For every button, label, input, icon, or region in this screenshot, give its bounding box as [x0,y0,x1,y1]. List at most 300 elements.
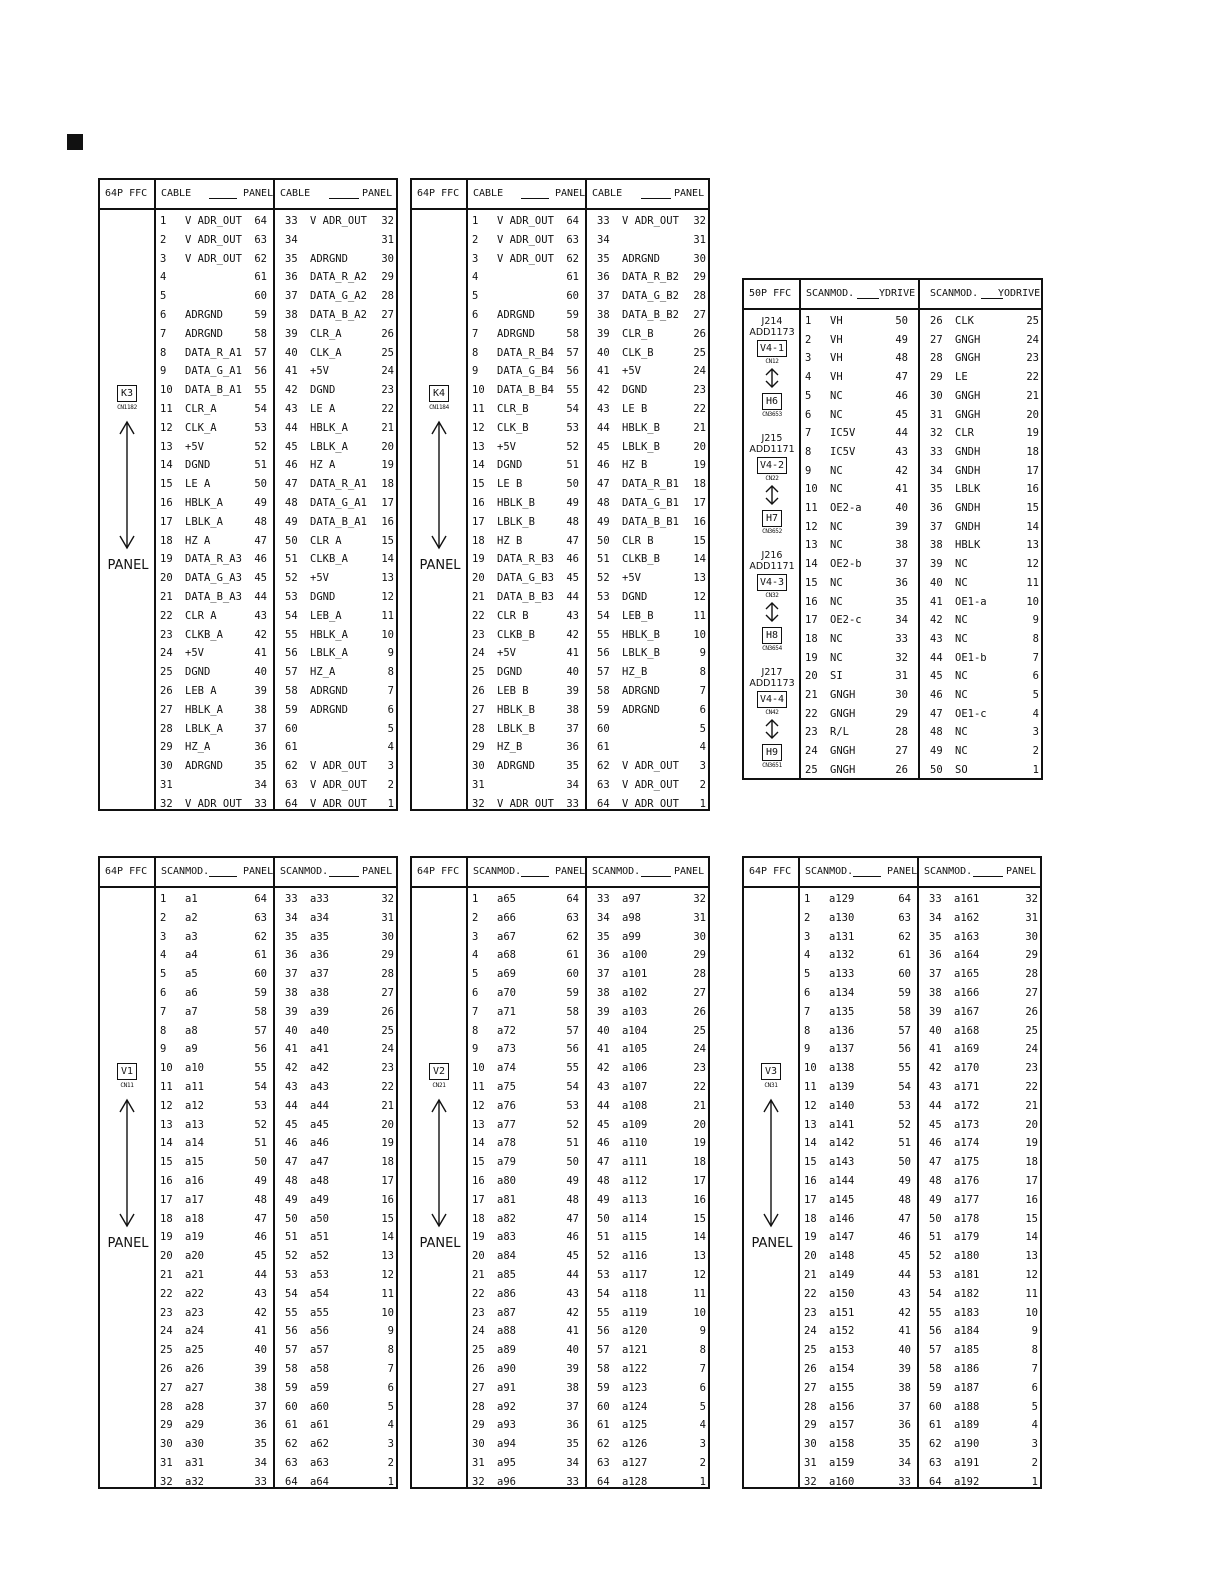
pin-cell: a19 [185,1231,204,1244]
pin-cell: 13 [160,1118,173,1131]
pin-cell: a1 [185,893,198,905]
dest-label: PANEL [362,866,393,877]
source-label: SCANMOD. [805,866,854,877]
pin-cell: 31 [693,233,706,246]
pin-cell: 3 [472,930,479,943]
pin-cell: a183 [954,1306,980,1319]
connector-box: V2 [429,1063,449,1080]
pin-cell: 11 [693,1287,706,1300]
dest-label: PANEL [362,188,393,199]
panel-label: PANEL [107,1236,149,1251]
pin-cell: LE A [185,478,211,491]
pin-cell: 58 [566,327,579,340]
pin-cell: 61 [285,741,298,754]
pin-cell: 43 [929,1081,942,1093]
pin-cell: 29 [895,707,908,720]
pin-cell: DATA_R_A2 [310,271,367,284]
ffc-label: 64P FFC [749,866,792,877]
pin-cell: HZ_A [310,666,336,679]
pin-cell: NC [955,558,968,571]
pin-cell: 8 [804,1024,811,1037]
pin-cell: 58 [254,1005,267,1018]
pin-cell: 34 [254,779,267,791]
pin-cell: LBLK_A [310,647,348,660]
pin-cell: 44 [597,421,610,434]
side-panel [100,888,154,1487]
pin-cell: a120 [622,1325,648,1338]
pin-cell: 27 [693,309,706,321]
pin-cell: 1 [804,893,811,905]
pin-cell: 20 [160,572,173,585]
pin-cell: GNDH [955,520,981,533]
pin-cell: 29 [804,1419,817,1432]
pin-cell: 4 [472,949,479,962]
pin-cell: LBLK_A [185,515,223,528]
pin-cell: 55 [597,1306,610,1319]
pin-cell: 48 [285,497,298,509]
pin-cell: 55 [929,1306,942,1319]
pin-cell: 4 [472,271,479,284]
pin-cell: 29 [160,1419,173,1432]
pin-cell: a144 [829,1175,855,1187]
pin-cell: 7 [699,685,706,697]
pin-cell: HZ B [497,534,523,547]
pin-cell: a132 [829,949,855,962]
panel-label: PANEL [107,558,149,573]
pin-cell: a150 [829,1287,855,1300]
pin-cell: 54 [566,1081,579,1093]
pin-cell: 25 [472,666,485,679]
pin-cell: 34 [930,464,943,477]
pin-cell: NC [955,632,968,645]
pin-cell: 34 [895,614,908,627]
pin-cell: 41 [254,647,267,660]
pin-cell: a167 [954,1005,980,1018]
pin-cell: 4 [804,949,811,962]
pin-cell: a9 [185,1043,198,1056]
pin-cell: a47 [310,1156,329,1169]
pin-cell: 18 [1025,1156,1038,1169]
pin-cell: a164 [954,949,980,962]
pin-cell: 10 [381,1306,394,1319]
pin-cell: 48 [898,1193,911,1206]
pin-cell: a130 [829,911,855,924]
ffc-label: 64P FFC [417,866,460,877]
pin-cell: 25 [1026,315,1039,327]
pin-cell: a187 [954,1381,980,1394]
pin-cell: 1 [472,893,479,905]
pin-cell: 52 [566,1118,579,1131]
pin-cell: 52 [898,1118,911,1131]
pin-cell: 43 [566,609,579,622]
pin-cell: 8 [1032,632,1039,645]
pin-cell: +5V [310,572,329,585]
column-divider [585,180,587,809]
pin-cell: a71 [497,1005,516,1018]
pin-cell: 36 [285,271,298,284]
pin-cell: 26 [693,327,706,340]
pin-cell: 23 [804,1306,817,1319]
pin-cell: 26 [804,1363,817,1375]
pin-cell: R/L [830,726,849,739]
pin-cell: 29 [472,741,485,754]
pin-cell: a135 [829,1005,855,1018]
pin-cell: 15 [693,1212,706,1225]
pin-cell: 24 [1026,333,1039,346]
pin-cell: a64 [310,1475,329,1488]
connector-box: V4-1 [757,340,787,357]
pin-cell: 26 [160,685,173,697]
pin-cell: 16 [160,497,173,509]
pin-cell: a143 [829,1156,855,1169]
pin-cell: 2 [1031,1457,1038,1469]
pin-cell: 17 [805,614,818,627]
pin-cell: 7 [160,327,167,340]
pin-cell: 36 [254,741,267,754]
pin-cell: 17 [804,1193,817,1206]
pin-cell: 57 [597,666,610,679]
pin-cell: 39 [285,327,298,340]
pin-cell: 59 [898,987,911,999]
pin-cell: 25 [472,1344,485,1357]
connector-box: H7 [762,510,782,527]
pin-cell: 22 [472,1287,485,1300]
pin-cell: 20 [1025,1118,1038,1131]
pin-cell: a162 [954,911,980,924]
pin-cell: 31 [895,670,908,683]
pin-cell: a186 [954,1363,980,1375]
pin-cell: IC5V [830,445,856,458]
pin-cell: 10 [693,628,706,641]
pin-cell: 34 [254,1457,267,1469]
pin-cell: +5V [497,440,516,453]
pin-cell: 47 [566,1212,579,1225]
pin-cell: 57 [566,346,579,359]
pin-cell: GNGH [955,389,981,402]
pin-cell: a136 [829,1024,855,1037]
pin-cell: HBLK_B [622,421,660,434]
pin-cell: DATA_G_A1 [310,497,367,509]
pin-cell: 61 [254,949,267,962]
connector-box: H6 [762,393,782,410]
pin-cell: a4 [185,949,198,962]
pin-cell: 13 [381,1250,394,1263]
pin-cell: 16 [1025,1193,1038,1206]
pin-cell: 10 [160,1062,173,1075]
pin-cell: 43 [597,403,610,415]
pin-cell: 64 [597,797,610,810]
pin-cell: a86 [497,1287,516,1300]
pin-cell: 28 [693,290,706,303]
pin-cell: 19 [693,1137,706,1150]
pin-cell: 53 [929,1269,942,1281]
pin-cell: 5 [472,968,479,981]
pin-cell: 27 [804,1381,817,1394]
double-arrow-icon [764,367,780,389]
pin-cell: 5 [387,1400,394,1413]
pin-cell: 20 [805,670,818,683]
pin-cell: LBLK_B [497,722,535,735]
pin-cell: a94 [497,1438,516,1451]
pin-cell: 55 [285,1306,298,1319]
pin-cell: 23 [160,1306,173,1319]
pin-cell: 31 [381,911,394,924]
connector-cn: CN3654 [762,645,782,652]
pin-cell: 20 [472,572,485,585]
pin-cell: a165 [954,968,980,981]
pin-cell: 31 [160,779,173,791]
pin-cell: a67 [497,930,516,943]
pin-cell: 23 [693,384,706,397]
pin-cell: ADRGND [497,327,535,340]
pin-cell: 11 [805,502,818,514]
pin-cell: a65 [497,893,516,905]
column-divider [466,180,468,809]
pin-cell: 51 [597,553,610,566]
pin-cell: 45 [929,1118,942,1131]
pin-cell: CLK_A [310,346,342,359]
pin-cell: NC [830,576,843,589]
connector-table-v3 [742,856,1042,1489]
pin-cell: ADRGND [497,309,535,321]
pin-cell: DATA_B_B2 [622,309,679,321]
ffc-label: 64P FFC [105,188,148,199]
pin-cell: a11 [185,1081,204,1093]
pin-cell: 48 [254,515,267,528]
pin-cell: 24 [472,647,485,660]
pin-cell: 2 [387,779,394,791]
pin-cell: a137 [829,1043,855,1056]
connector-table-k3 [98,178,398,811]
pin-cell: 17 [1026,464,1039,477]
pin-cell: 9 [1032,614,1039,627]
pin-cell: 10 [1026,595,1039,608]
pin-cell: DATA_R_B2 [622,271,679,284]
pin-cell: 64 [285,1475,298,1488]
pin-cell: 37 [254,722,267,735]
pin-cell: 50 [285,534,298,547]
pin-cell: HZ A [185,534,211,547]
pin-cell: a87 [497,1306,516,1319]
pin-cell: 1 [387,797,394,810]
pin-cell: +5V [622,365,641,378]
pin-cell: a72 [497,1024,516,1037]
pin-cell: 55 [285,628,298,641]
connector-cn: CN12 [765,358,779,365]
pin-cell: a126 [622,1438,648,1451]
pin-cell: 39 [929,1005,942,1018]
pin-cell: CLR_B [497,403,529,415]
pin-cell: 12 [805,520,818,533]
pin-cell: CLKB_B [622,553,660,566]
pin-cell: 44 [285,421,298,434]
pin-cell: 6 [160,309,167,321]
pin-cell: 63 [566,911,579,924]
pin-cell: 38 [895,539,908,552]
pin-cell: a124 [622,1400,648,1413]
pin-cell: CLR B [622,534,654,547]
pin-cell: 18 [472,534,485,547]
dest-label: PANEL [1006,866,1037,877]
section-marker [67,134,83,150]
pin-cell: 3 [472,252,479,265]
pin-cell: a123 [622,1381,648,1394]
pin-cell: 14 [693,1231,706,1244]
pin-cell: 41 [929,1043,942,1056]
pin-cell: a74 [497,1062,516,1075]
pin-cell: a119 [622,1306,648,1319]
header-underline [973,876,1003,877]
pin-cell: 4 [160,271,167,284]
pin-cell: 14 [1025,1231,1038,1244]
pin-cell: ADRGND [310,685,348,697]
pin-cell: 33 [254,797,267,810]
pin-cell: 56 [285,1325,298,1338]
pin-cell: 63 [898,911,911,924]
header-underline [209,198,237,199]
double-arrow-icon [764,718,780,740]
pin-cell: 20 [160,1250,173,1263]
source-label: CABLE [280,188,311,199]
pin-cell: DGND [497,459,523,472]
pin-cell: 4 [1031,1419,1038,1432]
pin-cell: 53 [285,1269,298,1281]
pin-cell: ADRGND [310,252,348,265]
pin-cell: GNDH [955,445,981,458]
pin-cell: HBLK_A [310,628,348,641]
connector-table-v2 [410,856,710,1489]
pin-cell: 40 [597,1024,610,1037]
jack-label: J216 [761,550,783,561]
pin-cell: V ADR_OUT [622,760,679,773]
pin-cell: a12 [185,1099,204,1112]
pin-cell: V ADR_OUT [310,215,367,227]
connector-box: K3 [117,385,137,402]
pin-cell: 12 [160,421,173,434]
pin-cell: 46 [895,389,908,402]
pin-cell: 61 [597,1419,610,1432]
pin-cell: 61 [898,949,911,962]
pin-cell: 27 [381,987,394,999]
pin-cell: GNGH [830,745,856,758]
pin-cell: a24 [185,1325,204,1338]
pin-cell: a115 [622,1231,648,1244]
dest-label: YDRIVE [879,288,916,299]
pin-cell: a171 [954,1081,980,1093]
pin-cell: 30 [160,760,173,773]
pin-cell: 51 [254,459,267,472]
pin-cell: a170 [954,1062,980,1075]
pin-cell: a168 [954,1024,980,1037]
pin-cell: a107 [622,1081,648,1093]
pin-cell: 30 [693,930,706,943]
side-panel [412,210,466,809]
pin-cell: a88 [497,1325,516,1338]
pin-cell: 14 [805,558,818,571]
pin-cell: 58 [285,1363,298,1375]
pin-cell: 35 [898,1438,911,1451]
pin-cell: a70 [497,987,516,999]
pin-cell: 11 [804,1081,817,1093]
pin-cell: 8 [160,1024,167,1037]
pin-cell: 34 [566,779,579,791]
pin-cell: 50 [254,1156,267,1169]
double-arrow-icon [764,484,780,506]
pin-cell: V ADR_OUT [185,252,242,265]
pin-cell: 31 [1025,911,1038,924]
pin-cell: DATA_G_A1 [185,365,242,378]
pin-cell: 48 [566,1193,579,1206]
pin-cell: 44 [597,1099,610,1112]
pin-cell: ADRGND [185,327,223,340]
pin-cell: 62 [929,1438,942,1451]
pin-cell: 13 [693,572,706,585]
pin-cell: 25 [381,346,394,359]
pin-cell: a16 [185,1175,204,1187]
pin-cell: a111 [622,1156,648,1169]
pin-cell: 25 [805,763,818,776]
pin-cell: 42 [285,1062,298,1075]
pin-cell: 33 [898,1475,911,1488]
pin-cell: 43 [930,632,943,645]
pin-cell: 31 [381,233,394,246]
pin-cell: 2 [387,1457,394,1469]
pin-cell: 60 [597,722,610,735]
source-label: SCANMOD. [280,866,329,877]
pin-cell: V ADR_OUT [310,797,367,810]
pin-cell: 62 [566,252,579,265]
pin-cell: HBLK_B [497,497,535,509]
pin-cell: 15 [1026,502,1039,514]
pin-cell: NC [955,576,968,589]
pin-cell: a95 [497,1457,516,1469]
pin-cell: LBLK_A [185,722,223,735]
pin-cell: a175 [954,1156,980,1169]
pin-cell: +5V [185,440,204,453]
pin-cell: DATA_G_B1 [622,497,679,509]
pin-cell: 2 [160,233,167,246]
pin-cell: 8 [805,445,812,458]
pin-cell: 56 [898,1043,911,1056]
pin-cell: VH [830,333,843,346]
pin-cell: 33 [285,215,298,227]
pin-cell: 1 [1032,763,1039,776]
pin-cell: 28 [472,1400,485,1413]
pin-cell: 32 [804,1475,817,1488]
pin-cell: 30 [472,1438,485,1451]
pin-cell: 48 [566,515,579,528]
pin-cell: 32 [693,893,706,905]
pin-cell: a89 [497,1344,516,1357]
pin-cell: a103 [622,1005,648,1018]
pin-cell: IC5V [830,427,856,440]
pin-cell: 49 [254,497,267,509]
table-header [412,858,708,888]
pin-cell: 50 [254,478,267,491]
pin-cell: 22 [804,1287,817,1300]
pin-cell: 19 [381,1137,394,1150]
pin-cell: a33 [310,893,329,905]
pin-cell: 35 [285,252,298,265]
pin-cell: a128 [622,1475,648,1488]
pin-cell: 14 [1026,520,1039,533]
pin-cell: 28 [693,968,706,981]
pin-cell: 64 [929,1475,942,1488]
pin-cell: 30 [381,252,394,265]
pin-cell: 23 [805,726,818,739]
pin-cell: 38 [597,309,610,321]
pin-cell: 22 [472,609,485,622]
